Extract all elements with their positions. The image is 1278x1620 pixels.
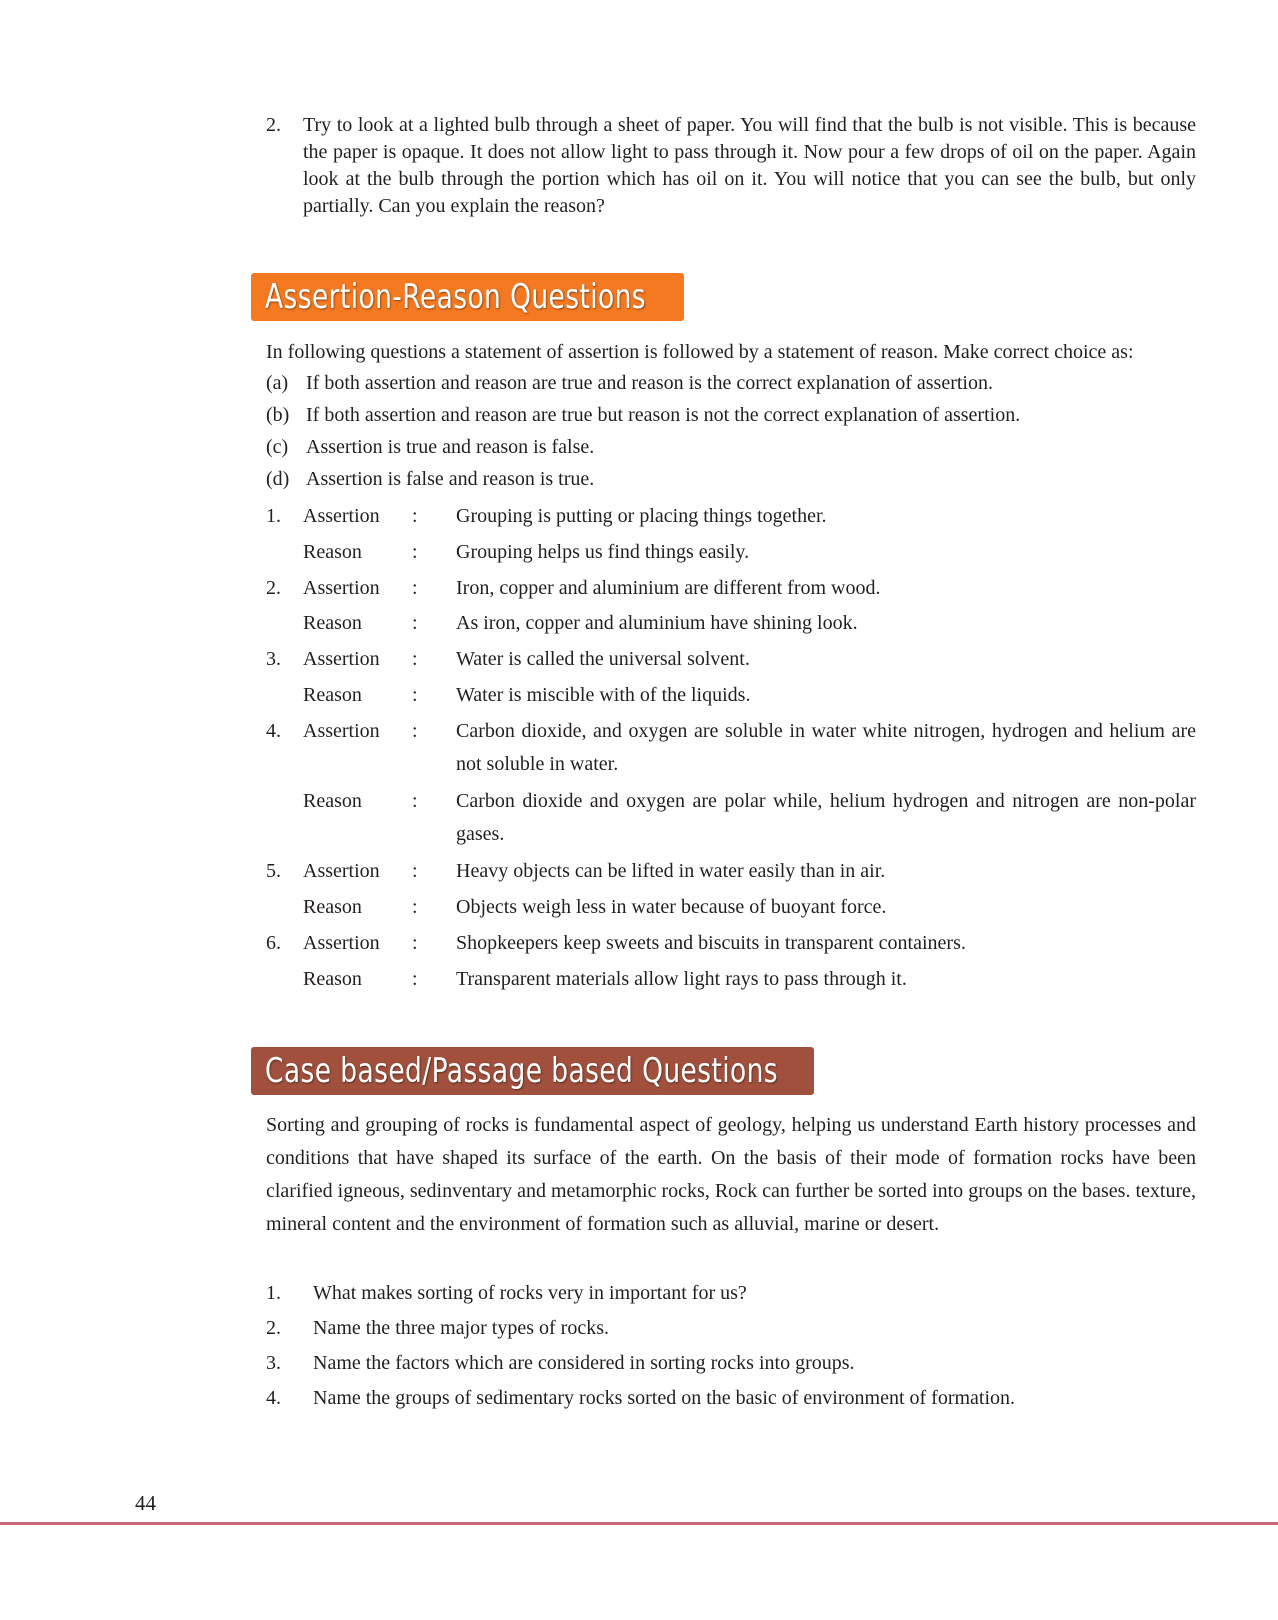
colon: :	[412, 577, 418, 599]
colon: :	[412, 612, 418, 634]
question-number: 2.	[266, 577, 281, 599]
option-label: (b)	[266, 404, 290, 426]
reason-text: Water is miscible with of the liquids.	[456, 684, 751, 706]
reason-text: Carbon dioxide and oxygen are polar while, helium hydrogen and nitrogen are non-polar gases.	[456, 790, 1196, 845]
question-number: 6.	[266, 932, 281, 954]
assertion-label: Assertion	[303, 648, 380, 670]
assertion-text: Iron, copper and aluminium are different from wood.	[456, 577, 881, 599]
colon: :	[412, 505, 418, 527]
assertion-reason-heading	[251, 273, 684, 321]
question-number: 5.	[266, 860, 281, 882]
colon: :	[412, 860, 418, 882]
colon: :	[412, 684, 418, 706]
colon: :	[412, 932, 418, 954]
question-number: 1.	[266, 505, 281, 527]
page-number: 44	[135, 1491, 156, 1515]
reason-label: Reason	[303, 541, 362, 563]
question-number: 3.	[266, 648, 281, 670]
question-number: 3.	[266, 1352, 281, 1374]
reason-text: Grouping helps us find things easily.	[456, 541, 750, 563]
case-based-heading-text: Case based/Passage based Questions	[265, 1051, 779, 1091]
reason-text: Objects weigh less in water because of buoyant force.	[456, 896, 887, 918]
colon: :	[412, 790, 418, 812]
option-label: (a)	[266, 372, 289, 394]
option-text: If both assertion and reason are true and reason is the correct explanation of assertion.	[306, 372, 993, 394]
option-text: Assertion is false and reason is true.	[306, 468, 595, 490]
option-label: (c)	[266, 436, 289, 458]
assertion-text: Shopkeepers keep sweets and biscuits in transparent containers.	[456, 932, 966, 954]
option-text: If both assertion and reason are true but reason is not the correct explanation of assertion.	[306, 404, 1021, 426]
case-passage: Sorting and grouping of rocks is fundamental aspect of geology, helping us understand Earth history processes and conditions that have shaped its surface of the earth. On the basis of their mode of formation rocks have been clarified igneous, sedinventary and metamorphic rocks, Rock can further be sorted into groups on the bases. texture, mineral content and the environment of formation such as alluvial, marine or desert.	[266, 1114, 1196, 1235]
question-number: 4.	[266, 1387, 281, 1409]
assertion-intro: In following questions a statement of assertion is followed by a statement of reason. Make correct choice as:	[266, 341, 1134, 363]
assertion-text: Grouping is putting or placing things together.	[456, 505, 827, 527]
assertion-label: Assertion	[303, 577, 380, 599]
question-number: 4.	[266, 720, 281, 742]
reason-label: Reason	[303, 612, 362, 634]
option-text: Assertion is true and reason is false.	[306, 436, 595, 458]
question-text: What makes sorting of rocks very in important for us?	[313, 1282, 747, 1304]
reason-label: Reason	[303, 896, 362, 918]
question-text: Name the groups of sedimentary rocks sorted on the basic of environment of formation.	[313, 1387, 1016, 1409]
reason-label: Reason	[303, 790, 362, 812]
assertion-label: Assertion	[303, 505, 380, 527]
case-based-heading	[251, 1047, 814, 1095]
question-text: Name the three major types of rocks.	[313, 1317, 610, 1339]
colon: :	[412, 541, 418, 563]
reason-text: Transparent materials allow light rays to pass through it.	[456, 968, 907, 990]
assertion-label: Assertion	[303, 860, 380, 882]
colon: :	[412, 720, 418, 742]
reason-label: Reason	[303, 684, 362, 706]
assertion-text: Carbon dioxide, and oxygen are soluble in water white nitrogen, hydrogen and helium are not soluble in water.	[456, 720, 1196, 775]
question-text: Name the factors which are considered in sorting rocks into groups.	[313, 1352, 855, 1374]
question-number: 1.	[266, 1282, 281, 1304]
assertion-label: Assertion	[303, 720, 380, 742]
assertion-reason-heading-text: Assertion-Reason Questions	[265, 277, 647, 317]
top-question	[266, 112, 1196, 220]
question-number: 2.	[266, 1317, 281, 1339]
question-text: Try to look at a lighted bulb through a sheet of paper. You will find that the bulb is not visible. This is because the paper is opaque. It does not allow light to pass through it. Now pour a few drops of oil on the paper. Again look at the bulb through the portion which has oil on it. You will notice that you can see the bulb, but only partially. Can you explain the reason?	[303, 114, 1196, 217]
reason-label: Reason	[303, 968, 362, 990]
colon: :	[412, 968, 418, 990]
assertion-label: Assertion	[303, 932, 380, 954]
assertion-text: Heavy objects can be lifted in water easily than in air.	[456, 860, 886, 882]
question-number: 2.	[266, 114, 281, 136]
footer-divider	[0, 1522, 1278, 1525]
assertion-text: Water is called the universal solvent.	[456, 648, 750, 670]
colon: :	[412, 648, 418, 670]
colon: :	[412, 896, 418, 918]
option-label: (d)	[266, 468, 290, 490]
reason-text: As iron, copper and aluminium have shining look.	[456, 612, 858, 634]
